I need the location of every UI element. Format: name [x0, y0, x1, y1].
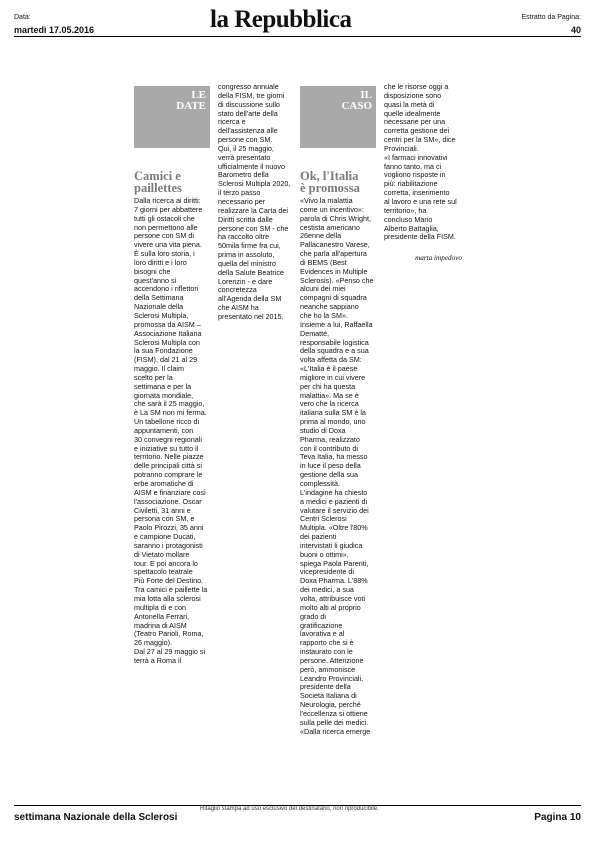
- text-line: di Vietato mollare: [134, 549, 190, 559]
- text-line: Antonella Ferrari,: [134, 611, 190, 621]
- text-line: persona con SM, e: [134, 514, 195, 524]
- headline-line-2: è promossa: [300, 181, 360, 195]
- text-line: (FISM), dal 21 al 29: [134, 355, 198, 365]
- footer-topic: settimana Nazionale della Sclerosi: [14, 812, 178, 823]
- kicker-il-caso: [300, 86, 376, 148]
- text-line: più: riabilitazione: [384, 179, 438, 189]
- text-line: ricerca e: [218, 117, 246, 127]
- text-line: loro diritti e i loro: [134, 257, 187, 267]
- text-line: realizzare la Carta dei: [218, 205, 288, 215]
- text-line: Associazione Italiana: [134, 328, 202, 338]
- text-line: (Teatro Parioli, Roma,: [134, 629, 204, 639]
- text-line: centri per la SM», dice: [384, 135, 456, 145]
- text-line: erbe aromatiche di: [134, 479, 194, 488]
- text-line: Centri Sclerosi: [300, 514, 347, 524]
- text-line: presidente della FISM.: [384, 232, 456, 242]
- text-line: Civiletti, 31 anni e: [134, 505, 191, 515]
- text-line: Dematté,: [300, 328, 330, 338]
- article-1-column-2: [218, 83, 300, 322]
- text-line: promossa da AISM –: [134, 319, 201, 329]
- text-line: vicepresidente di: [300, 567, 354, 577]
- text-line: alcuni dei miei: [300, 284, 346, 294]
- text-line: Sclerosi Multipla 2020,: [218, 179, 291, 189]
- text-line: Teva Italia, ha messo: [300, 452, 368, 462]
- text-line: prima in assoluto,: [218, 250, 275, 260]
- text-line: che sarà il 25 maggio,: [134, 399, 205, 409]
- text-line: congresso annuale: [218, 82, 279, 91]
- text-line: maggio. Il claim: [134, 364, 184, 374]
- text-line: concretezza: [218, 285, 257, 295]
- text-line: l'eccellenza si ottiene: [300, 708, 368, 718]
- text-line: delle principali città si: [134, 461, 202, 471]
- text-line: Nazionale della: [134, 302, 184, 312]
- text-line: dell'assistenza alle: [218, 126, 278, 136]
- text-line: 26enne della: [300, 231, 342, 241]
- text-line: lavorativa e al: [300, 629, 345, 639]
- text-line: Sclerosi Multipla con: [134, 337, 200, 347]
- text-line: corretta, inserimento: [384, 188, 450, 198]
- text-line: bisogni che: [134, 266, 171, 276]
- text-line: che ho la SM».: [300, 310, 348, 320]
- text-line: il terzo passo: [218, 188, 261, 198]
- text-line: Pharma, realizzato: [300, 434, 360, 444]
- text-line: valutare il servizio dei: [300, 505, 369, 515]
- text-line: «Vivo la malattia: [300, 196, 353, 205]
- text-line: giornata mondiale,: [134, 390, 194, 400]
- masthead-logo: la Repubblica: [210, 6, 352, 33]
- text-line: la sua Fondazione: [134, 346, 193, 356]
- text-line: Diritti scritta dalle: [218, 214, 273, 224]
- text-line: al lavoro e una rete sul: [384, 196, 457, 206]
- text-line: Tra camici e paillette la: [134, 585, 208, 595]
- text-line: Leandro Provinciali,: [300, 673, 364, 683]
- text-line: quella del ministro: [218, 258, 276, 268]
- article-2-column-1: [300, 197, 382, 736]
- kicker-line-2: DATE: [176, 100, 206, 112]
- text-line: Più Forte del Destino.: [134, 576, 204, 586]
- headline-line-1: Camici e: [134, 169, 181, 183]
- text-line: come un incentivo»:: [300, 204, 364, 214]
- text-line: «I farmaci innovativi: [384, 152, 448, 162]
- text-line: Alberto Battaglia,: [384, 223, 439, 233]
- text-line: all'Agenda della SM: [218, 294, 282, 304]
- top-rule: [14, 36, 581, 37]
- text-line: verrà presentato: [218, 152, 271, 162]
- kicker-line-1: IL: [360, 89, 372, 101]
- text-line: È sulla loro storia, i: [134, 249, 195, 259]
- text-line: settimana e per la: [134, 381, 192, 391]
- text-line: della Salute Beatrice: [218, 267, 284, 277]
- text-line: persone con SM di: [134, 231, 194, 241]
- text-line: Lorenzin - e dare: [218, 276, 273, 286]
- text-line: sulla pelle dei medici.: [300, 717, 369, 727]
- text-line: e campione Ducati,: [134, 532, 196, 542]
- text-line: Dal 27 al 29 maggio si: [134, 647, 206, 657]
- text-line: Dalla ricerca ai diritti:: [134, 196, 201, 205]
- text-line: in luce il peso della: [300, 461, 361, 471]
- text-line: e iniziative su tutto il: [134, 443, 199, 453]
- text-line: stato dell'arte della: [218, 108, 278, 118]
- text-line: presidente della: [300, 682, 351, 692]
- text-line: Barometro della: [218, 170, 269, 180]
- text-line: 30 convegni regionali: [134, 434, 202, 444]
- text-line: multipla di e con: [134, 602, 186, 612]
- text-line: Sclerosi Multipla,: [134, 310, 189, 320]
- text-line: fanno tanto, ma ci: [384, 161, 442, 171]
- text-line: persone con SM.: [218, 135, 273, 145]
- text-line: che le risorse oggi a: [384, 82, 449, 91]
- text-line: quelle idealmente: [384, 108, 441, 118]
- text-line: di BEMS (Best: [300, 257, 347, 267]
- text-line: Società Italiana di: [300, 691, 357, 701]
- text-line: necessario per: [218, 196, 266, 206]
- text-line: spiega Paola Parenti,: [300, 558, 369, 568]
- text-line: con il contributo di: [300, 443, 358, 453]
- text-line: accendono i riflettori: [134, 284, 199, 294]
- text-line: instaurato con le: [300, 647, 353, 657]
- text-line: 26 maggio).: [134, 638, 172, 648]
- text-line: volta affetta da SM:: [300, 355, 362, 365]
- header-date-block: [14, 13, 94, 35]
- text-line: Doxa Pharma. L'88%: [300, 576, 368, 586]
- text-line: gratificazione: [300, 620, 343, 630]
- text-line: spettacolo teatrale: [134, 567, 193, 577]
- text-line: buoni o ottimi»,: [300, 549, 349, 559]
- text-line: 7 giorni per abbattere: [134, 204, 203, 214]
- text-line: tour. E poi ancora lo: [134, 558, 198, 568]
- headline-line-1: Ok, l'Italia: [300, 169, 359, 183]
- text-line: concluso Mario: [384, 214, 433, 224]
- text-line: complessità.: [300, 479, 340, 488]
- text-line: «Dalla ricerca emerge: [300, 726, 371, 736]
- text-line: a medici e pazienti di: [300, 496, 368, 506]
- text-line: mia lotta alla sclerosi: [134, 593, 201, 603]
- text-line: 50mila firme fra cui,: [218, 241, 281, 251]
- text-line: vivere una vita piena.: [134, 240, 202, 250]
- text-line: non permettono alle: [134, 222, 198, 232]
- text-line: appuntamenti, con: [134, 425, 194, 435]
- text-line: Sclerosis). «Penso che: [300, 275, 374, 285]
- text-line: presentato nel 2015.: [218, 311, 284, 321]
- text-line: Multipla. «Oltre l'80%: [300, 523, 368, 533]
- text-line: malattia». Ma se è: [300, 390, 359, 400]
- text-line: «L'Italia è il paese: [300, 364, 358, 374]
- text-line: molto alti al proprio: [300, 602, 361, 612]
- headline-line-2: paillettes: [134, 181, 182, 195]
- text-line: scelto per la: [134, 372, 173, 382]
- text-line: necessarie per una: [384, 117, 446, 127]
- text-line: dei pazienti: [300, 532, 337, 542]
- kicker-line-2: CASO: [341, 100, 372, 112]
- text-line: dei medici, a sua: [300, 585, 354, 595]
- text-line: quest'anno si: [134, 275, 177, 285]
- text-line: però, ammonisce: [300, 664, 356, 674]
- text-line: saranno i protagonisti: [134, 540, 203, 550]
- kicker-le-date: [134, 86, 210, 148]
- text-line: è La SM non mi ferma.: [134, 408, 207, 418]
- extract-page-number: 40: [570, 25, 581, 35]
- text-line: intervistati li giudica: [300, 540, 363, 550]
- text-line: Neurologia, perché: [300, 700, 361, 710]
- text-line: corretta gestione dei: [384, 126, 450, 136]
- text-line: tutti gli ostacoli che: [134, 213, 195, 223]
- text-line: madrina di AISM: [134, 620, 187, 630]
- text-line: disposizione sono: [384, 90, 442, 100]
- footer-notice: Ritaglio stampa ad uso esclusivo del destinatario, non riproducibile.: [200, 806, 379, 812]
- headline-article-1: [134, 170, 224, 194]
- header-page-block: [521, 13, 581, 35]
- article-2-signature: marta impedovo: [415, 254, 462, 262]
- text-line: potranno comprare le: [134, 470, 203, 480]
- text-line: ufficialmente il nuovo: [218, 161, 285, 171]
- text-line: di discussione sullo: [218, 99, 280, 109]
- text-line: della FISM, tre giorni: [218, 90, 285, 100]
- text-line: studio di Doxa: [300, 425, 346, 435]
- text-line: Insieme a lui, Raffaella: [300, 319, 373, 329]
- text-line: neanche sappiano: [300, 302, 359, 312]
- text-line: italiana sulla SM è la: [300, 408, 366, 418]
- headline-article-2: [300, 170, 390, 194]
- text-line: responsabile logistica: [300, 337, 369, 347]
- text-line: grado di: [300, 611, 326, 621]
- text-line: rapporto che si è: [300, 638, 354, 648]
- text-line: parola di Chris Wright,: [300, 213, 371, 223]
- text-line: Evidences in Multiple: [300, 266, 368, 276]
- text-line: Provinciali.: [384, 143, 419, 153]
- text-line: gestione della sua: [300, 470, 358, 480]
- text-line: migliore in cui vivere: [300, 372, 366, 382]
- text-line: persone. Attenzione: [300, 655, 364, 665]
- text-line: Qui, il 25 maggio,: [218, 143, 274, 153]
- text-line: territorio», ha: [384, 205, 427, 215]
- text-line: della squadra e a sua: [300, 346, 369, 356]
- article-2-column-2: [384, 83, 466, 242]
- date-label: Data:: [14, 14, 31, 21]
- text-line: Paolo Pirozzi, 35 anni: [134, 523, 204, 533]
- text-line: vero che la ricerca: [300, 399, 359, 409]
- extract-label: Estratto da Pagina:: [521, 14, 581, 21]
- text-line: L'indagine ha chiesto: [300, 487, 368, 497]
- footer-page: Pagina 10: [534, 812, 581, 823]
- text-line: ha raccolto oltre: [218, 232, 270, 242]
- text-line: volta, attribuisce voti: [300, 593, 366, 603]
- text-line: AISM e finanziare così: [134, 487, 206, 497]
- kicker-line-1: LE: [191, 89, 206, 101]
- date-value: martedì 17.05.2016: [14, 25, 95, 35]
- text-line: per chi ha questa: [300, 381, 356, 391]
- text-line: Un tabellone ricco di: [134, 417, 200, 427]
- text-line: terrà a Roma il: [134, 655, 182, 665]
- text-line: quasi la metà di: [384, 99, 435, 109]
- text-line: che parla all'apertura: [300, 249, 367, 259]
- text-line: vogliono risposte in: [384, 170, 446, 180]
- text-line: compagni di squadra: [300, 293, 367, 303]
- text-line: l'associazione. Oscar: [134, 496, 202, 506]
- text-line: territorio. Nelle piazze: [134, 452, 204, 462]
- text-line: persone con SM - che: [218, 223, 289, 233]
- text-line: della Settimana: [134, 293, 184, 303]
- text-line: cestista americano: [300, 222, 360, 232]
- text-line: Pallacanestro Varese,: [300, 240, 370, 250]
- text-line: prima al mondo, uno: [300, 417, 366, 427]
- text-line: che AISM ha: [218, 303, 259, 313]
